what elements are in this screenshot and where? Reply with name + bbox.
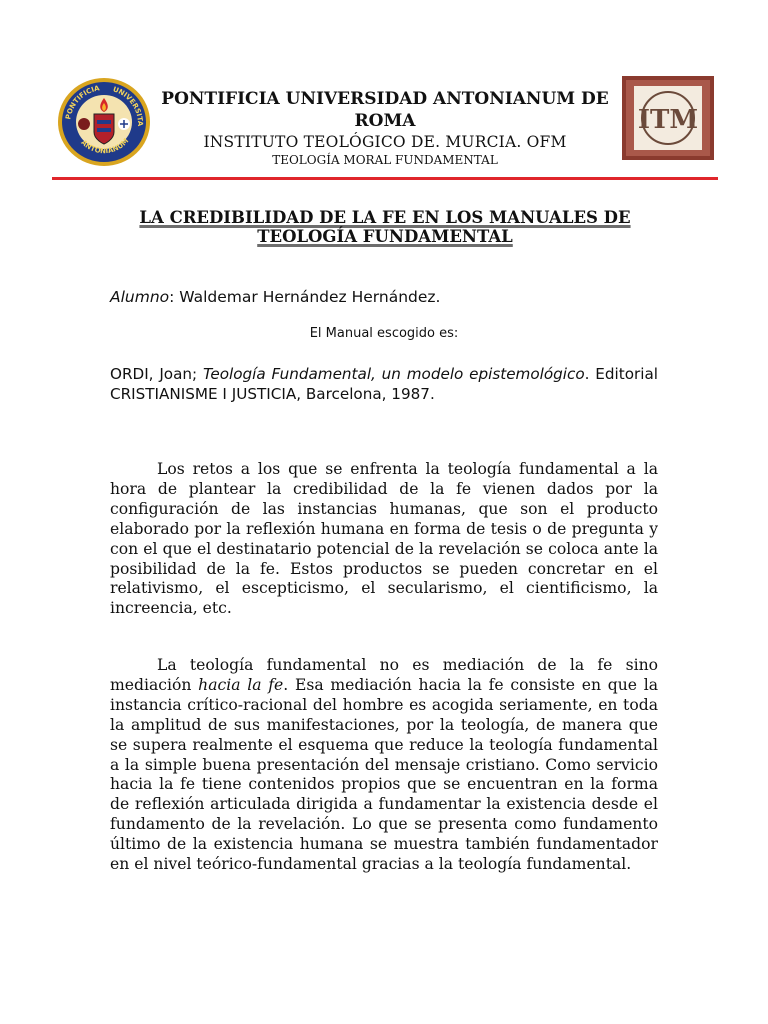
student-name: : Waldemar Hernández Hernández. xyxy=(169,288,441,306)
reference-title: Teología Fundamental, un modelo epistemológico xyxy=(202,365,585,383)
course-name: TEOLOGÍA MORAL FUNDAMENTAL xyxy=(272,153,498,167)
body-paragraph-1: Los retos a los que se enfrenta la teología fundamental a la hora de plantear la credibilidad de la fe vienen dados por la configuración de las instancias humanas, que son el producto elaborado por la reflexión humana en forma de tesis o de pregunta y con el que el destinatario potencial de la revelación se coloca ante la posibilidad de la fe. Estos productos se pueden concretar en el relativismo, el escepticismo, el secularismo, el cientificismo, la increencia, etc. xyxy=(110,460,658,618)
body-paragraph-2 xyxy=(110,656,658,875)
institute-name: INSTITUTO TEOLÓGICO DE. MURCIA. OFM xyxy=(203,133,567,151)
book-reference xyxy=(110,364,658,404)
university-seal-icon xyxy=(56,76,152,168)
institute-emblem-icon xyxy=(622,76,714,160)
reference-details: . Editorial CRISTIANISME I JUSTICIA, Barcelona, 1987. xyxy=(110,365,658,403)
paragraph-2-rest: . Esa mediación hacia la fe consiste en que la instancia crítico-racional del hombre es acogida seriamente, en toda la amplitud de sus manifestaciones, por la teología, de manera que se supera realmente el esquema que reduce la teología fundamental a la simple buena presentación del mensaje cristiano. Como servicio hacia la fe tiene contenidos propios que se encuentran en la forma de reflexión articulada dirigida a fundamentar la existencia desde el fundamento de la revelación. Lo que se presenta como fundamento último de la existencia humana se muestra también fundamentador en el nivel teórico-fundamental gracias a la teología fundamental. xyxy=(110,675,659,874)
student-line xyxy=(110,288,440,306)
paragraph-2-emphasis: hacia la fe xyxy=(198,675,284,694)
svg-text:PONTIFICIA: PONTIFICIA xyxy=(64,84,101,121)
student-label: Alumno xyxy=(110,288,170,306)
university-name: PONTIFICIA UNIVERSIDAD ANTONIANUM DE ROMA xyxy=(161,89,609,131)
header-divider xyxy=(52,177,718,180)
document-title: LA CREDIBILIDAD DE LA FE EN LOS MANUALES DE TEOLOGÍA FUNDAMENTAL xyxy=(139,208,631,246)
paragraph-2-start: La teología fundamental no es mediación de la fe sino mediación xyxy=(110,656,658,694)
svg-text:ANTONIANUM: ANTONIANUM xyxy=(79,136,131,156)
svg-text:UNIVERSITAS: UNIVERSITA xyxy=(111,85,145,127)
reference-author: ORDI, Joan; xyxy=(110,365,203,383)
manual-intro: El Manual escogido es: xyxy=(309,326,459,341)
svg-text:ITM: ITM xyxy=(637,105,699,135)
